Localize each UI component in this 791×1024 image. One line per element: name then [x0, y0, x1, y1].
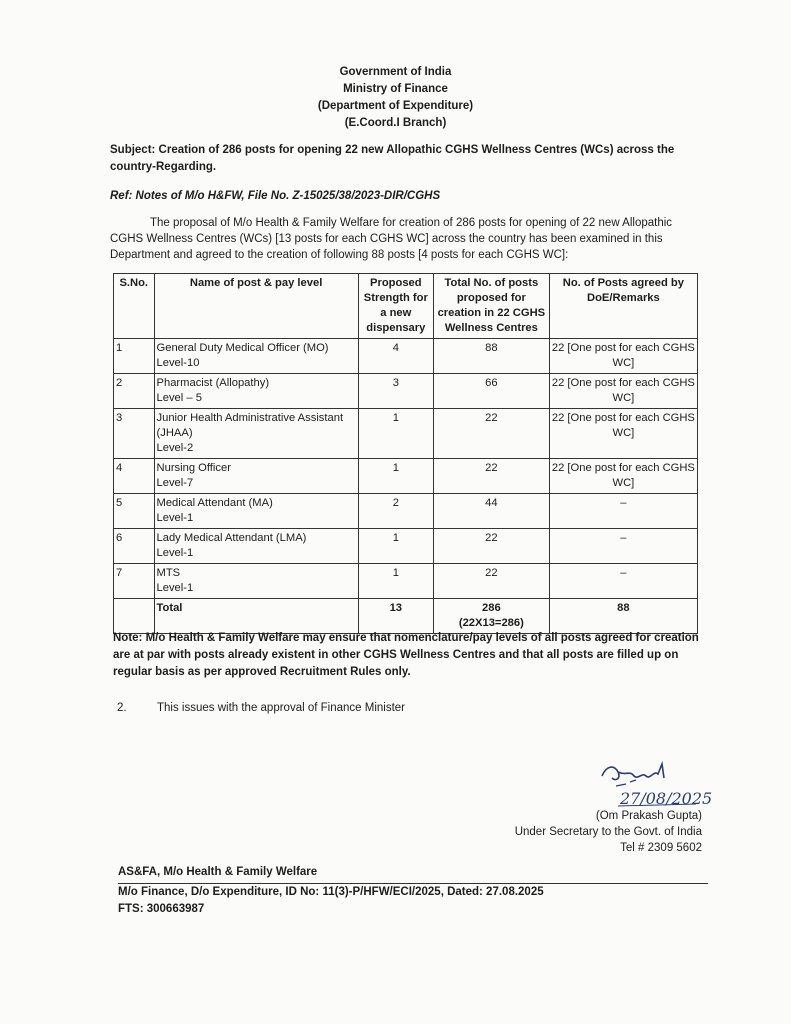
table-row	[114, 494, 698, 529]
footer-addressee: AS&FA, M/o Health & Family Welfare	[118, 864, 708, 884]
header-proposed: Proposed Strength for a new dispensary	[358, 274, 433, 339]
table-row	[114, 459, 698, 494]
pay-level: Level-10	[156, 357, 200, 369]
post-name: General Duty Medical Officer (MO)	[156, 342, 329, 354]
header-agreed: No. of Posts agreed by DoE/Remarks	[549, 274, 697, 339]
total-label: Total	[154, 599, 358, 634]
header-sno: S.No.	[114, 274, 155, 339]
total-posts: 286	[482, 602, 501, 614]
header-name: Name of post & pay level	[154, 274, 358, 339]
paragraph-2	[117, 702, 405, 714]
table-row	[114, 564, 698, 599]
cell-agreed: 22 [One post for each CGHS WC]	[549, 374, 697, 409]
letterhead	[0, 64, 791, 132]
reference-line: Ref: Notes of M/o H&FW, File No. Z-15025/38/2023-DIR/CGHS	[110, 190, 441, 202]
cell-proposed: 1	[358, 564, 433, 599]
post-name: Nursing Officer	[156, 462, 231, 474]
footer-block	[118, 864, 708, 918]
post-name: Pharmacist (Allopathy)	[156, 377, 270, 389]
signatory-block	[480, 808, 702, 856]
table-header-row	[114, 274, 698, 339]
cell-total: 22	[433, 459, 549, 494]
pay-level: Level-1	[156, 582, 194, 594]
cell-post-name	[154, 339, 358, 374]
table-total-row	[114, 599, 698, 634]
handwritten-signature	[596, 758, 736, 808]
letterhead-ministry: Ministry of Finance	[343, 83, 448, 95]
cell-agreed: –	[549, 494, 697, 529]
posts-table	[113, 273, 698, 634]
footer-id-line: M/o Finance, D/o Expenditure, ID No: 11(3)-P/HFW/ECI/2025, Dated: 27.08.2025	[118, 886, 544, 898]
cell-agreed: 22 [One post for each CGHS WC]	[549, 459, 697, 494]
letterhead-government: Government of India	[339, 66, 452, 78]
table-row	[114, 409, 698, 459]
cell-post-name	[154, 494, 358, 529]
cell-sno: 2	[114, 374, 155, 409]
cell-sno: 5	[114, 494, 155, 529]
cell-sno: 4	[114, 459, 155, 494]
footer-fts: FTS: 300663987	[118, 903, 205, 915]
cell-proposed: 3	[358, 374, 433, 409]
cell-total: 44	[433, 494, 549, 529]
pay-level: Level-1	[156, 512, 194, 524]
paragraph-2-text: This issues with the approval of Finance Minister	[157, 702, 405, 714]
cell-sno: 7	[114, 564, 155, 599]
cell-proposed: 1	[358, 529, 433, 564]
cell-total: 22	[433, 409, 549, 459]
total-proposed: 13	[358, 599, 433, 634]
cell-post-name	[154, 529, 358, 564]
cell-total: 66	[433, 374, 549, 409]
cell-agreed: –	[549, 529, 697, 564]
note-paragraph: Note: M/o Health & Family Welfare may ensure that nomenclature/pay levels of all posts agreed for creation are at par with posts already existent in other CGHS Wellness Centres and that all posts are filled up on regular basis as per approved Recruitment Rules only.	[113, 632, 699, 678]
cell-total: 22	[433, 529, 549, 564]
cell-post-name	[154, 459, 358, 494]
cell-total: 88	[433, 339, 549, 374]
letterhead-branch: (E.Coord.I Branch)	[344, 117, 447, 129]
pay-level: Level – 5	[156, 392, 202, 404]
table-row	[114, 339, 698, 374]
post-name: Lady Medical Attendant (LMA)	[156, 532, 307, 544]
table-row	[114, 374, 698, 409]
letterhead-department: (Department of Expenditure)	[317, 100, 474, 112]
cell-proposed: 4	[358, 339, 433, 374]
cell-agreed: –	[549, 564, 697, 599]
cell-total: 22	[433, 564, 549, 599]
header-total: Total No. of posts proposed for creation in 22 CGHS Wellness Centres	[433, 274, 549, 339]
pay-level: Level-2	[156, 442, 194, 454]
signatory-name: (Om Prakash Gupta)	[595, 810, 702, 822]
pay-level: Level-1	[156, 547, 194, 559]
cell-post-name	[154, 374, 358, 409]
cell-proposed: 1	[358, 459, 433, 494]
post-name: Junior Health Administrative Assistant (JHAA)	[156, 412, 344, 439]
cell-post-name	[154, 564, 358, 599]
cell-sno-empty	[114, 599, 155, 634]
signatory-designation: Under Secretary to the Govt. of India	[514, 826, 702, 838]
paragraph-1: The proposal of M/o Health & Family Welfare for creation of 286 posts for opening of 22 new Allopathic CGHS Wellness Centres (WCs) [13 posts for each CGHS WC] across the country has been examined in this Department and agreed to the creation of following 88 posts [4 posts for each CGHS WC]:	[110, 217, 673, 261]
total-posts-cell	[433, 599, 549, 634]
cell-sno: 6	[114, 529, 155, 564]
total-agreed: 88	[549, 599, 697, 634]
cell-sno: 3	[114, 409, 155, 459]
post-name: Medical Attendant (MA)	[156, 497, 273, 509]
pay-level: Level-7	[156, 477, 194, 489]
post-name: MTS	[156, 567, 181, 579]
signatory-tel: Tel # 2309 5602	[620, 842, 702, 854]
table-row	[114, 529, 698, 564]
cell-agreed: 22 [One post for each CGHS WC]	[549, 339, 697, 374]
paragraph-2-number: 2.	[117, 702, 127, 714]
cell-post-name	[154, 409, 358, 459]
cell-agreed: 22 [One post for each CGHS WC]	[549, 409, 697, 459]
cell-sno: 1	[114, 339, 155, 374]
signature-date: 27/08/2025	[620, 789, 713, 808]
cell-proposed: 1	[358, 409, 433, 459]
total-calculation: (22X13=286)	[458, 617, 524, 629]
cell-proposed: 2	[358, 494, 433, 529]
subject-line: Subject: Creation of 286 posts for opening 22 new Allopathic CGHS Wellness Centres (WCs) across the country-Regarding.	[110, 144, 675, 173]
